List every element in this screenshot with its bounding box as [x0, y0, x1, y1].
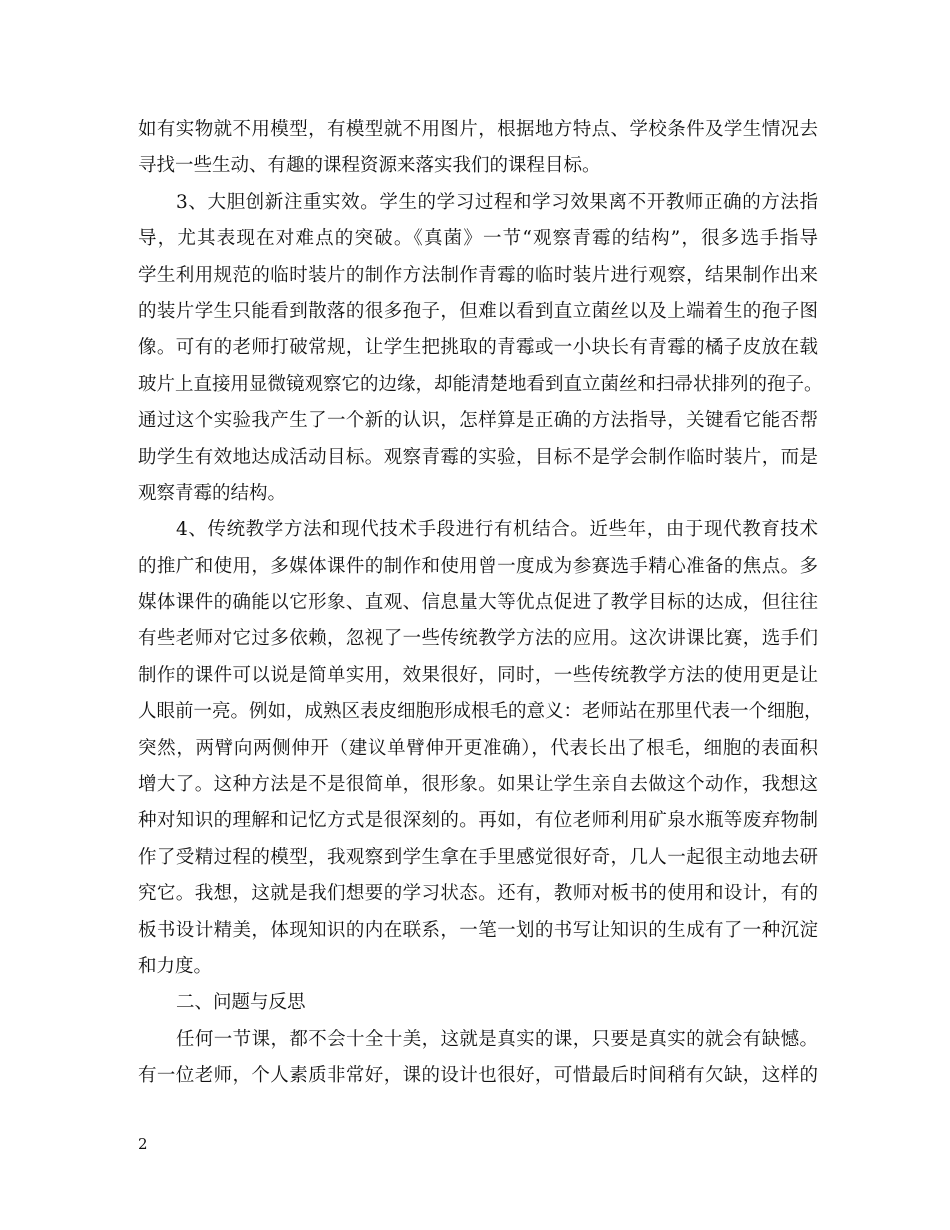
text-line: 和力度。: [138, 955, 213, 977]
text-line: 增大了。这种方法是不是很简单，很形象。如果让学生亲自去做这个动作，我想这: [138, 774, 818, 796]
text-line: 学生利用规范的临时装片的制作方法制作青霉的临时装片进行观察，结果制作出来: [138, 264, 818, 286]
text-line: 玻片上直接用显微镜观察它的边缘，却能清楚地看到直立菌丝和扫帚状排列的孢子。: [138, 373, 823, 395]
text-line: 媒体课件的确能以它形象、直观、信息量大等优点促进了教学目标的达成，但往往: [138, 592, 818, 614]
text-line: 有一位老师，个人素质非常好，课的设计也很好，可惜最后时间稍有欠缺，这样的: [138, 1065, 818, 1087]
text-line: 究它。我想，这就是我们想要的学习状态。还有，教师对板书的使用和设计，有的: [138, 883, 818, 905]
text-line: 导，尤其表现在对难点的突破。《真菌》一节“观察青霉的结构”，很多选手指导: [138, 228, 818, 250]
text-line: 像。可有的老师打破常规，让学生把挑取的青霉或一小块长有青霉的橘子皮放在载: [138, 337, 818, 359]
text-line: 观察青霉的结构。: [138, 482, 287, 504]
text-line: 人眼前一亮。例如，成熟区表皮细胞形成根毛的意义：老师站在那里代表一个细胞，: [138, 701, 823, 723]
body-text: [138, 112, 823, 1095]
text-line: 的装片学生只能看到散落的很多孢子，但难以看到直立菌丝以及上端着生的孢子图: [138, 300, 818, 322]
text-line: 制作的课件可以说是简单实用，效果很好，同时，一些传统教学方法的使用更是让: [138, 664, 818, 686]
text-line: 助学生有效地达成活动目标。观察青霉的实验，目标不是学会制作临时装片，而是: [138, 446, 818, 468]
text-line: 4、传统教学方法和现代技术手段进行有机结合。近些年，由于现代教育技术: [176, 519, 818, 541]
text-line: 的推广和使用，多媒体课件的制作和使用曾一度成为参赛选手精心准备的焦点。多: [138, 555, 818, 577]
page-number: 2: [138, 1135, 148, 1153]
text-line: 通过这个实验我产生了一个新的认识，怎样算是正确的方法指导，关键看它能否帮: [138, 410, 818, 432]
text-line: 有些老师对它过多依赖，忽视了一些传统教学方法的应用。这次讲课比赛，选手们: [138, 628, 818, 650]
text-line: 任何一节课，都不会十全十美，这就是真实的课，只要是真实的就会有缺憾。: [176, 1028, 818, 1050]
text-line: 种对知识的理解和记忆方式是很深刻的。再如，有位老师利用矿泉水瓶等废弃物制: [138, 810, 818, 832]
text-line: 板书设计精美，体现知识的内在联系，一笔一划的书写让知识的生成有了一种沉淀: [138, 919, 818, 941]
text-line: 作了受精过程的模型，我观察到学生拿在手里感觉很好奇，几人一起很主动地去研: [138, 846, 818, 868]
text-line: 3、大胆创新注重实效。学生的学习过程和学习效果离不开教师正确的方法指: [176, 191, 818, 213]
text-line: 如有实物就不用模型，有模型就不用图片，根据地方特点、学校条件及学生情况去: [138, 119, 818, 140]
text-line: 二、问题与反思: [176, 992, 306, 1014]
text-line: 寻找一些生动、有趣的课程资源来落实我们的课程目标。: [138, 155, 601, 177]
text-line: 突然，两臂向两侧伸开（建议单臂伸开更准确），代表长出了根毛，细胞的表面积: [138, 737, 818, 759]
